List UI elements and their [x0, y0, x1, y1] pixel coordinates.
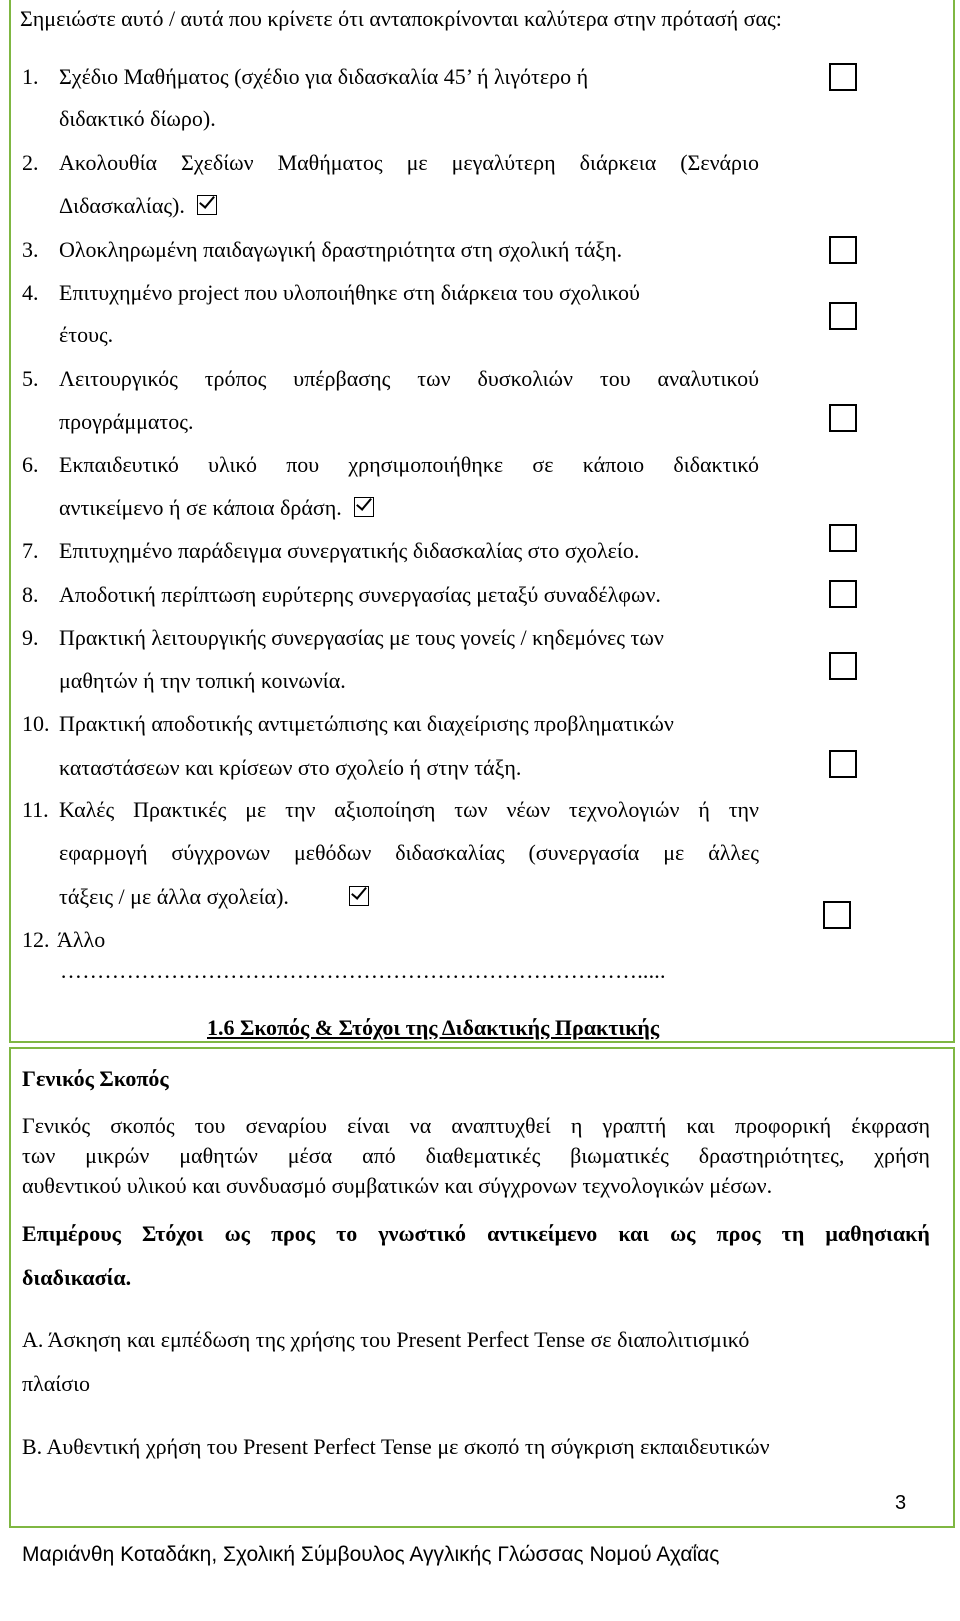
- item-number: 8.: [22, 582, 39, 607]
- item-10-checkbox[interactable]: [829, 750, 857, 778]
- item-number: 11.: [22, 797, 49, 822]
- word: να: [409, 1113, 432, 1138]
- word: μεθόδων: [293, 840, 372, 865]
- word: σκοπός: [110, 1113, 175, 1138]
- word: προφορική: [734, 1113, 832, 1138]
- item-text: Πρακτική λειτουργικής συνεργασίας με τους γονείς / κηδεμόνες των: [59, 625, 664, 650]
- item-number: 7.: [22, 538, 39, 563]
- word: χρήση: [874, 1143, 930, 1168]
- item-text-cont: [59, 495, 374, 521]
- item-text-line: Διδασκαλίας).: [59, 193, 185, 218]
- word: Επιμέρους: [22, 1221, 121, 1246]
- word: με: [406, 150, 428, 175]
- word: διάρκεια: [579, 150, 657, 175]
- item-4-checkbox[interactable]: [829, 302, 857, 330]
- word: Σχεδίων: [181, 150, 254, 175]
- item-12-checkbox[interactable]: [823, 901, 851, 929]
- word: γνωστικό: [378, 1221, 467, 1246]
- item-number: 3.: [22, 237, 39, 262]
- word: από: [362, 1143, 396, 1168]
- objectives-heading-cont: διαδικασία.: [22, 1265, 132, 1290]
- word: διδασκαλίας: [395, 840, 505, 865]
- word: διδακτικό: [673, 452, 759, 477]
- word: νέων: [506, 797, 551, 822]
- word: έκφραση: [851, 1113, 930, 1138]
- word: υλικό: [208, 452, 257, 477]
- word: ή: [698, 797, 710, 822]
- word: των: [22, 1143, 56, 1168]
- item-text-cont: διδακτικό δίωρο).: [59, 106, 216, 131]
- word: αξιοποίηση: [334, 797, 436, 822]
- word: Στόχοι: [141, 1221, 204, 1246]
- item-number: 4.: [22, 280, 39, 305]
- item-text: Ολοκληρωμένη παιδαγωγική δραστηριότητα στη σχολική τάξη.: [59, 237, 623, 262]
- word: χρησιμοποιήθηκε: [348, 452, 504, 477]
- word: Καλές: [59, 797, 115, 822]
- item-text-line: αντικείμενο ή σε κάποια δράση.: [59, 495, 342, 520]
- word: τη: [781, 1221, 805, 1246]
- word: ως: [670, 1221, 696, 1246]
- item-text-cont: προγράμματος.: [59, 409, 194, 434]
- item-number: 12.: [22, 927, 50, 952]
- item-number: 1.: [22, 64, 39, 89]
- word: η: [570, 1113, 583, 1138]
- item-number: 10.: [22, 711, 50, 736]
- word: αναλυτικού: [657, 366, 759, 391]
- word: του: [194, 1113, 226, 1138]
- word: την: [285, 797, 316, 822]
- word: βιωματικές: [570, 1143, 669, 1168]
- item-text: [59, 366, 759, 392]
- item-text-cont: μαθητών ή την τοπική κοινωνία.: [59, 668, 346, 693]
- word: με: [245, 797, 267, 822]
- item-number: 9.: [22, 625, 39, 650]
- objectives-heading: [22, 1221, 930, 1247]
- objective-b: Β. Αυθεντική χρήση του Present Perfect Tense με σκοπό τη σύγκριση εκπαιδευτικών: [22, 1434, 770, 1459]
- item-text: [59, 797, 759, 823]
- word: μαθητών: [179, 1143, 258, 1168]
- word: Μαθήματος: [277, 150, 383, 175]
- item-6-checked-box[interactable]: [354, 497, 374, 517]
- item-text: Επιτυχημένο παράδειγμα συνεργατικής διδασκαλίας στο σχολείο.: [59, 538, 640, 563]
- general-aim-text: [22, 1143, 930, 1169]
- word: σύγχρονων: [171, 840, 270, 865]
- word: του: [599, 366, 631, 391]
- word: Ακολουθία: [59, 150, 158, 175]
- general-aim-heading: Γενικός Σκοπός: [22, 1066, 169, 1091]
- item-text-cont: [59, 840, 759, 866]
- item-7-checkbox[interactable]: [829, 524, 857, 552]
- general-aim-text: [22, 1113, 930, 1139]
- word: εφαρμογή: [59, 840, 148, 865]
- word: Πρακτικές: [133, 797, 227, 822]
- item-2-checked-box[interactable]: [197, 195, 217, 215]
- item-text: Επιτυχημένο project που υλοποιήθηκε στη διάρκεια του σχολικού: [59, 280, 640, 305]
- objective-a-cont: πλαίσιο: [22, 1371, 90, 1396]
- item-9-checkbox[interactable]: [829, 652, 857, 680]
- intro-text: Σημειώστε αυτό / αυτά που κρίνετε ότι ανταποκρίνονται καλύτερα στην πρότασή σας:: [20, 6, 782, 31]
- word: δραστηριότητες,: [698, 1143, 845, 1168]
- item-number: 2.: [22, 150, 39, 175]
- word: (συνεργασία: [528, 840, 640, 865]
- item-text: Αποδοτική περίπτωση ευρύτερης συνεργασίας μεταξύ συναδέλφων.: [59, 582, 661, 607]
- word: την: [728, 797, 759, 822]
- word: με: [663, 840, 685, 865]
- word: Γενικός: [22, 1113, 91, 1138]
- item-text-cont: έτους.: [59, 322, 114, 347]
- item-text: [59, 150, 759, 176]
- footer-author: Μαριάνθη Κοταδάκη, Σχολική Σύμβουλος Αγγλικής Γλώσσας Νομού Αχαΐας: [22, 1543, 720, 1566]
- word: δυσκολιών: [477, 366, 573, 391]
- word: Λειτουργικός: [59, 366, 178, 391]
- word: διαθεματικές: [425, 1143, 541, 1168]
- item-5-checkbox[interactable]: [829, 404, 857, 432]
- item-text-cont: [59, 193, 217, 219]
- word: είναι: [347, 1113, 390, 1138]
- item-3-checkbox[interactable]: [829, 236, 857, 264]
- item-1-checkbox[interactable]: [829, 63, 857, 91]
- word: των: [454, 797, 488, 822]
- word: που: [286, 452, 320, 477]
- item-8-checkbox[interactable]: [829, 580, 857, 608]
- word: κάποιο: [582, 452, 645, 477]
- item-number: 5.: [22, 366, 39, 391]
- word: προς: [716, 1221, 761, 1246]
- word: το: [336, 1221, 358, 1246]
- word: αναπτυχθεί: [451, 1113, 551, 1138]
- word: και: [686, 1113, 715, 1138]
- general-aim-text: αυθεντικού υλικού και συνδυασμό συμβατικών και σύγχρονων τεχνολογικών μέσων.: [22, 1173, 773, 1198]
- word: μέσα: [287, 1143, 333, 1168]
- item-text-cont: [59, 884, 369, 910]
- word: (Σενάριο: [680, 150, 759, 175]
- item-text: [59, 452, 759, 478]
- word: άλλες: [708, 840, 759, 865]
- item-text: Άλλο: [57, 927, 106, 952]
- item-text: Σχέδιο Μαθήματος (σχέδιο για διδασκαλία 45’ ή λιγότερο ή: [59, 64, 589, 89]
- word: Εκπαιδευτικό: [59, 452, 179, 477]
- item-number: 6.: [22, 452, 39, 477]
- page-number: 3: [895, 1492, 907, 1514]
- item-text-line: τάξεις / με άλλα σχολεία).: [59, 884, 289, 909]
- section-title: 1.6 Σκοπός & Στόχοι της Διδακτικής Πρακτικής: [207, 1015, 660, 1040]
- word: των: [417, 366, 451, 391]
- word: μικρών: [85, 1143, 150, 1168]
- word: σεναρίου: [245, 1113, 327, 1138]
- objective-a: Α. Άσκηση και εμπέδωση της χρήσης του Present Perfect Tense σε διαπολιτισμικό: [22, 1327, 750, 1352]
- word: σε: [532, 452, 554, 477]
- word: ως: [224, 1221, 250, 1246]
- other-blank-line: …………………………………………………………………….....: [60, 958, 666, 983]
- word: αντικείμενο: [487, 1221, 598, 1246]
- word: και: [618, 1221, 650, 1246]
- item-11-checked-box[interactable]: [349, 886, 369, 906]
- word: τεχνολογιών: [568, 797, 680, 822]
- word: τρόπος: [204, 366, 267, 391]
- item-text: Πρακτική αποδοτικής αντιμετώπισης και διαχείρισης προβληματικών: [59, 711, 674, 736]
- word: προς: [270, 1221, 316, 1246]
- word: μεγαλύτερη: [451, 150, 556, 175]
- word: γραπτή: [602, 1113, 667, 1138]
- word: μαθησιακή: [825, 1221, 930, 1246]
- word: υπέρβασης: [293, 366, 391, 391]
- item-text-cont: καταστάσεων και κρίσεων στο σχολείο ή στην τάξη.: [59, 755, 522, 780]
